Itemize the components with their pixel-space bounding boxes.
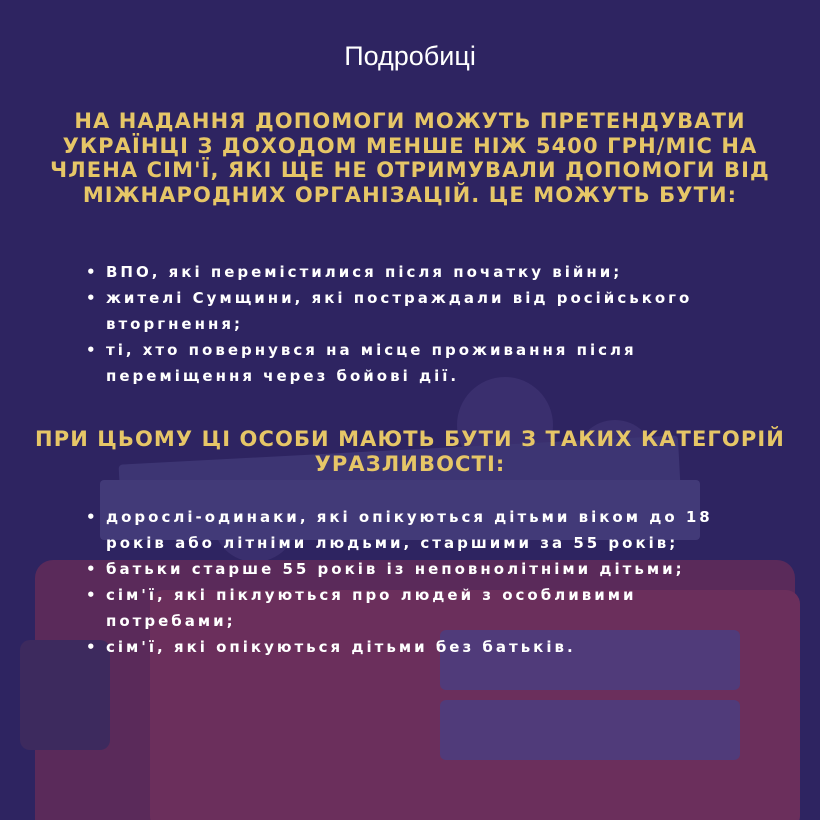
vulnerability-heading: ПРИ ЦЬОМУ ЦІ ОСОБИ МАЮТЬ БУТИ З ТАКИХ КАТЕГОРІЙ УРАЗЛИВОСТІ: [35, 427, 785, 476]
list-item: • ВПО, які перемістилися після початку війни; [86, 259, 766, 285]
eligibility-heading: НА НАДАННЯ ДОПОМОГИ МОЖУТЬ ПРЕТЕНДУВАТИ УКРАЇНЦІ З ДОХОДОМ МЕНШЕ НІЖ 5400 ГРН/МІС НА ЧЛЕНА СІМ'Ї, ЯКІ ЩЕ НЕ ОТРИМУВАЛИ ДОПОМОГИ ВІД МІЖНАРОДНИХ ОРГАНІЗАЦІЙ. ЦЕ МОЖУТЬ БУТИ: [50, 109, 770, 207]
vulnerability-categories-list [86, 504, 726, 660]
list-item: • батьки старше 55 років із неповнолітніми дітьми; [86, 556, 726, 582]
page-title: Подробиці [344, 41, 476, 71]
list-item: • сім'ї, які опікуються дітьми без батьків. [86, 634, 726, 660]
eligible-groups-list [86, 259, 766, 389]
list-item: • сім'ї, які піклуються про людей з особливими потребами; [86, 582, 726, 634]
list-item: • дорослі-одинаки, які опікуються дітьми віком до 18 років або літніми людьми, старшими за 55 років; [86, 504, 726, 556]
list-item: • ті, хто повернувся на місце проживання після переміщення через бойові дії. [86, 337, 766, 389]
list-item: • жителі Сумщини, які постраждали від російського вторгнення; [86, 285, 766, 337]
